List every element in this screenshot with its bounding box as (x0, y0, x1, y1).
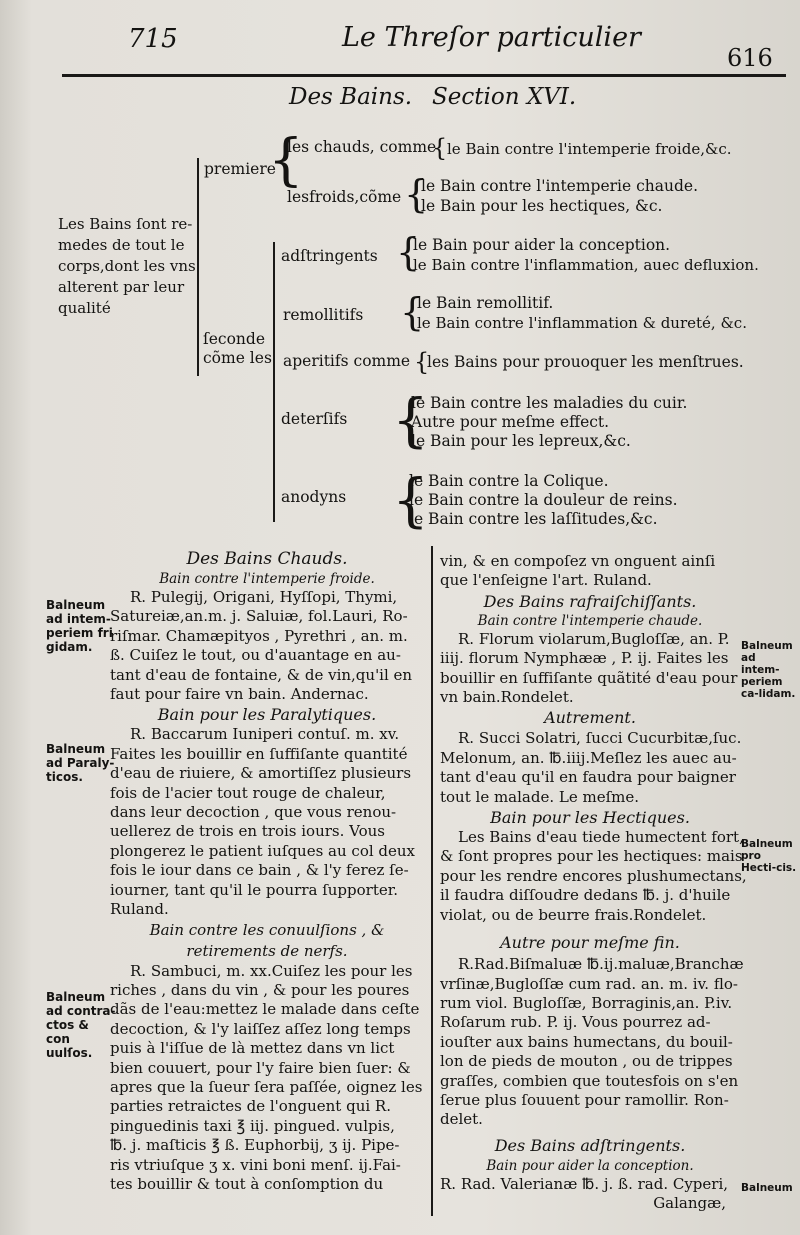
table-item: le Bain remollitif. (417, 294, 554, 312)
seconde-line: ſeconde (203, 330, 265, 348)
text-line: R. Baccarum Iuniperi contuſ. m. xv. (130, 725, 400, 744)
root-line: qualité (58, 299, 111, 317)
right-sub2: Autrement. (544, 708, 636, 728)
item-brace: { (392, 386, 429, 454)
table-item: le Bain contre l'inflammation, auec defluxion. (413, 256, 759, 274)
margin-note-left: Balneum ad intem-periem fri gidam. (46, 598, 113, 654)
seconde-line: cõme les (203, 349, 272, 367)
margin-note-right: Balneum (741, 1182, 793, 1194)
left-column (110, 548, 424, 1194)
text-line: Les Bains d'eau tiede humectent fort, (458, 828, 744, 847)
text-line: iiij. florum Nymphææ , P. ij. Faites les (440, 649, 729, 668)
text-line: puis à l'iſſue de là mettez dans vn lict (110, 1039, 395, 1058)
text-line: R. Rad. Valerianæ ℔. j. ß. rad. Cyperi, (440, 1174, 729, 1193)
right-sub5: Bain pour aider la conception. (486, 1157, 694, 1174)
text-line: lon de pieds de mouton , ou de trippes (440, 1052, 733, 1071)
text-line: plongerez le patient iuſques au col deux (110, 841, 416, 860)
text-line: R.Rad.Biſmaluæ ℔.ij.maluæ,Branchæ (458, 955, 744, 974)
text-line: riches , dans du vin , & pour les poures (110, 980, 410, 999)
text-line: faut pour faire vn bain. Andernac. (110, 685, 369, 704)
text-line: pour les rendre encores plushumectans, (440, 866, 747, 885)
margin-note-right: Balneum ad intem-periem ca-lidam. (741, 640, 796, 700)
text-line: decoction, & l'y laiſſez aſſez long temps (110, 1019, 411, 1038)
text-line: ℔. j. maſticis ℥ ß. Euphorbij, ʒ ij. Pipe- (110, 1136, 400, 1155)
table-item: le Bain contre l'inflammation & dureté, &c. (417, 314, 747, 332)
text-line: riſmar. Chamæpityos , Pyrethri , an. m. (110, 626, 408, 645)
row-label: remollitifs (283, 306, 364, 324)
header-rule (62, 74, 786, 77)
text-line: fois le iour dans ce bain , & l'y ferez ſe- (110, 861, 409, 880)
text-line: ris vtriuſque ʒ x. vini boni menſ. ij.Fai- (110, 1155, 401, 1174)
row-label: anodyns (281, 488, 347, 506)
root-line: alterent par leur (58, 278, 185, 296)
right-sub4: Autre pour meſme fin. (500, 933, 680, 953)
page-number-left: 715 (128, 24, 178, 54)
row-label: adſtringents (281, 247, 378, 265)
text-line: il faudra diſſoudre dedans ℔. j. d'huile (440, 886, 731, 905)
table-item: le Bain contre les maladies du cuir. (411, 394, 688, 412)
text-line: delet. (440, 1110, 483, 1129)
text-line: bouillir en ſuffiſante quãtité d'eau pour (440, 668, 738, 687)
premiere-brace: { (268, 128, 304, 193)
table-item: Autre pour meſme effect. (411, 413, 610, 431)
table-item: le Bain pour aider la conception. (413, 236, 671, 254)
item-brace: { (432, 134, 448, 162)
table-item: le Bain pour les lepreux,&c. (411, 432, 631, 450)
text-line: Satureiæ,an.m. j. Saluiæ, fol.Lauri, Ro- (110, 607, 408, 626)
running-title: Le Threſor particulier (342, 22, 641, 53)
right-heading: Des Bains rafraiſchiſſants. (483, 591, 697, 611)
text-line: tes bouillir & tout à conſomption du (110, 1174, 384, 1193)
text-line: ſerue plus ſouuent pour ramollir. Ron- (440, 1090, 729, 1109)
left-sub3b: retirements de nerfs. (186, 941, 348, 960)
text-line: uellerez de trois en trois iours. Vous (110, 822, 386, 841)
item-brace: { (396, 230, 421, 274)
table-item: le Bain contre la douleur de reins. (409, 491, 678, 509)
text-line: ß. Cuiſez le tout, ou d'auantage en au- (110, 646, 401, 665)
column-divider (431, 546, 433, 1216)
text-line: dans leur decoction , que vous renou- (110, 803, 397, 822)
table-item: le Bain contre la Colique. (409, 472, 609, 490)
text-line: tant d'eau qu'il en faudra pour baigner (440, 768, 736, 787)
right-para3 (440, 828, 747, 925)
text-line: tout le malade. Le meſme. (440, 787, 640, 806)
text-line: vn bain.Rondelet. (440, 688, 574, 707)
left-sub2: Bain pour les Paralytiques. (157, 705, 377, 725)
right-para5 (440, 1175, 740, 1214)
text-line: dãs de l'eau:mettez le malade dans ceſte (110, 1000, 420, 1019)
left-sub1: Bain contre l'intemperie froide. (159, 571, 375, 587)
right-sub3: Bain pour les Hectiques. (490, 808, 690, 828)
table-item: les Bains pour prouoquer les menſtrues. (427, 353, 744, 371)
text-line: vrſinæ,Bugloſſæ cum rad. an. m. iv. flo- (440, 974, 738, 993)
text-line: tant d'eau de fontaine, & de vin,qu'il en (110, 665, 413, 684)
text-line: Roſarum rub. P. ij. Vous pourrez ad- (440, 1013, 711, 1032)
table-root-text (58, 214, 196, 319)
text-line: & ſont propres pour les hectiques: mais (440, 847, 743, 866)
text-line: fois de l'acier tout rouge de chaleur, (110, 783, 386, 802)
text-line: violat, ou de beurre frais.Rondelet. (440, 905, 707, 924)
right-sub1: Bain contre l'intemperie chaude. (477, 612, 703, 629)
row-label: deterſifs (281, 410, 348, 428)
seconde-label (203, 330, 272, 368)
text-line: R. Florum violarum,Bugloſſæ, an. P. (458, 629, 730, 648)
main-bracket (197, 158, 199, 376)
section-number: Section XVI. (432, 84, 577, 110)
text-line: R. Sambuci, m. xx.Cuiſez les pour les (130, 961, 413, 980)
table-item: le Bain contre l'intemperie froide,&c. (447, 140, 732, 158)
right-heading2: Des Bains adſtringents. (494, 1135, 686, 1155)
table-item: le Bain contre les laſſitudes,&c. (409, 510, 658, 528)
text-line: d'eau de riuiere, & amortiſſez plusieurs (110, 764, 412, 783)
left-para3 (110, 962, 424, 1195)
text-line: parties retraictes de l'onguent qui R. (110, 1097, 391, 1116)
left-para2 (110, 725, 424, 919)
right-para0 (440, 552, 740, 591)
item-brace: { (414, 348, 430, 376)
margin-note-left: Balneum ad contra-ctos & con uulſos. (46, 990, 116, 1060)
row-label: les chauds, comme (287, 138, 437, 156)
margin-note-right: Balneum pro Hecti-cis. (741, 838, 797, 874)
text-line: graſſes, combien que toutesfois on s'en (440, 1071, 739, 1090)
text-line: rum viol. Bugloſſæ, Borraginis,an. P.iv. (440, 993, 733, 1012)
premiere-label: premiere (204, 160, 276, 178)
right-para1 (440, 630, 740, 708)
table-item: le Bain contre l'intemperie chaude. (421, 177, 699, 195)
margin-note-left: Balneum ad Paraly-ticos. (46, 742, 115, 784)
root-line: Les Bains ſont re- (58, 215, 193, 233)
page-number-right: 616 (727, 44, 773, 72)
text-line: pinguedinis taxi ℥ iij. pingued. vulpis, (110, 1116, 395, 1135)
root-line: corps,dont les vns (58, 257, 196, 275)
item-brace: { (404, 172, 429, 216)
right-column (440, 552, 747, 1214)
text-line: R. Pulegij, Origani, Hyſſopi, Thymi, (130, 588, 398, 606)
item-brace: { (400, 290, 425, 334)
text-line: vin, & en compoſez vn onguent ainſi (440, 552, 716, 570)
text-line: que l'enſeigne l'art. Ruland. (440, 571, 652, 590)
row-label: aperitifs comme (283, 352, 411, 370)
item-brace: { (392, 466, 429, 534)
table-item: le Bain pour les hectiques, &c. (421, 197, 663, 215)
text-line: Faites les bouillir en ſuffiſante quantité (110, 744, 408, 763)
text-line: iourner, tant qu'il le pourra ſupporter. (110, 880, 399, 899)
text-line: Ruland. (110, 900, 169, 919)
right-para2 (440, 729, 740, 807)
text-line: Melonum, an. ℔.iiij.Meſlez les auec au- (440, 748, 737, 767)
left-sub3a: Bain contre les conuulſions , & (149, 920, 385, 939)
row-label: lesfroids,cõme (287, 188, 402, 206)
right-para4 (440, 955, 744, 1130)
text-line: iouſter aux bains humectans, du bouil- (440, 1032, 733, 1051)
text-line: bien couuert, pour l'y faire bien ſuer: & (110, 1058, 411, 1077)
text-line: R. Succi Solatri, ſucci Cucurbitæ,ſuc. (458, 729, 742, 748)
left-heading: Des Bains Chauds. (186, 549, 348, 569)
text-line: Galangæ, (653, 1194, 726, 1213)
section-name: Des Bains. (289, 84, 413, 110)
text-line: apres que la ſueur ſera paſſée, oignez les (110, 1077, 423, 1096)
root-line: medes de tout le (58, 236, 185, 254)
seconde-bracket (273, 242, 275, 522)
left-para1 (110, 588, 424, 704)
